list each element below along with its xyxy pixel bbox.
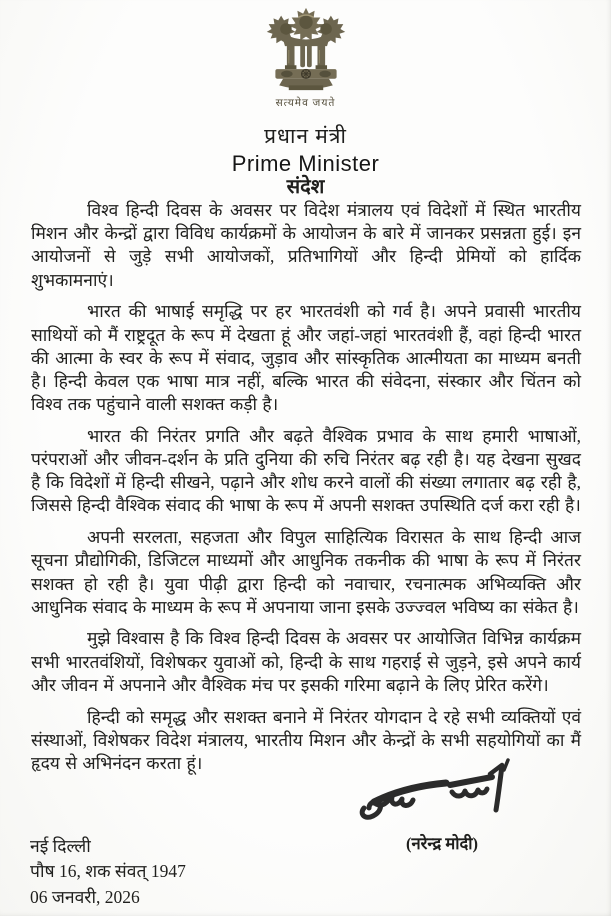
letter-paragraph-6: हिन्दी को समृद्ध और सशक्त बनाने में निरंतर योगदान दे रहे सभी व्यक्तियों एवं संस्थाओं, विशेषकर विदेश मंत्रालय, भारतीय मिशन और केन्द्रों के सभी सहयोगियों का मैं हृदय से अभिनंदन करता हूं। (31, 706, 581, 773)
gregorian-date-line: 06 जनवरी, 2026 (30, 886, 140, 907)
letter-paragraph-4: अपनी सरलता, सहजता और विपुल साहित्यिक विरासत के साथ हिन्दी आज सूचना प्रौद्योगिकी, डिजिटल माध्यमों और आधुनिक तकनीक की भाषा के रूप में निरंतर सशक्त हो रही है। युवा पीढ़ी द्वारा हिन्दी को नवाचार, रचनात्मक अभिव्यक्ति और आधुनिक संवाद के माध्यम के रूप में अपनाया जाना इसके उज्ज्वल भविष्य का संकेत है। (31, 527, 581, 617)
letter-paragraph-2: भारत की भाषाई समृद्धि पर हर भारतवंशी को गर्व है। अपने प्रवासी भारतीय साथियों को मैं राष्ट्रदूत के रूप में देखता हूं और जहां-जहां भारतवंशी हैं, वहां हिन्दी भारत की आत्मा के स्वर के रूप में संवाद, जुड़ाव और सांस्कृतिक आत्मीयता का माध्यम बनती है। हिन्दी केवल एक भाषा मात्र नहीं, बल्कि भारत की संवेदना, संस्कार और चिंतन को विश्व तक पहुंचाने वाली सशक्त कड़ी है। (31, 301, 581, 415)
ashoka-emblem-icon (0, 6, 611, 94)
letterhead (0, 6, 611, 177)
motto-satyameva-jayate: सत्यमेव जयते (275, 98, 336, 109)
place-date-block (30, 834, 186, 911)
pm-title-english: Prime Minister (231, 151, 380, 176)
letter-paragraph-3: भारत की निरंतर प्रगति और बढ़ते वैश्विक प्रभाव के साथ हमारी भाषाओं, परंपराओं और जीवन-दर्शन के प्रति दुनिया की रुचि निरंतर बढ़ रही है। यह देखना सुखद है कि विदेशों में हिन्दी सीखने, पढ़ाने और शोध करने वालों की संख्या लगातार बढ़ रही है, जिससे हिन्दी वैश्विक संवाद की भाषा के रूप में अपनी सशक्त उपस्थिति दर्ज करा रही है। (31, 425, 581, 516)
letter-body (31, 199, 581, 784)
place-line: नई दिल्ली (30, 835, 91, 856)
signature-icon (352, 758, 532, 829)
message-heading: संदेश (286, 176, 325, 198)
saka-date-line: पौष 16, शक संवत् 1947 (30, 861, 186, 881)
letter-paragraph-1: विश्व हिन्दी दिवस के अवसर पर विदेश मंत्रालय एवं विदेशों में स्थित भारतीय मिशन और केन्द्रों द्वारा विविध कार्यक्रमों के आयोजन के बारे में जानकर प्रसन्नता हुई। इन आयोजनों से जुड़े सभी आयोजकों, प्रतिभागियों और हिन्दी प्रेमियों को हार्दिक शुभकामनाएं। (31, 200, 581, 290)
signature-block (352, 758, 532, 854)
pm-title-hindi: प्रधान मंत्री (264, 124, 347, 148)
letter-paragraph-5: मुझे विश्वास है कि विश्व हिन्दी दिवस के अवसर पर आयोजित विभिन्न कार्यक्रम सभी भारतवंशियों, विशेषकर युवाओं को, हिन्दी के साथ गहराई से जुड़ने, इसे अपने कार्य और जीवन में अपनाने और वैश्विक मंच पर इसकी गरिमा बढ़ाने के लिए प्रेरित करेंगे। (31, 628, 581, 695)
signatory-name: (नरेन्द्र मोदी) (405, 834, 479, 853)
